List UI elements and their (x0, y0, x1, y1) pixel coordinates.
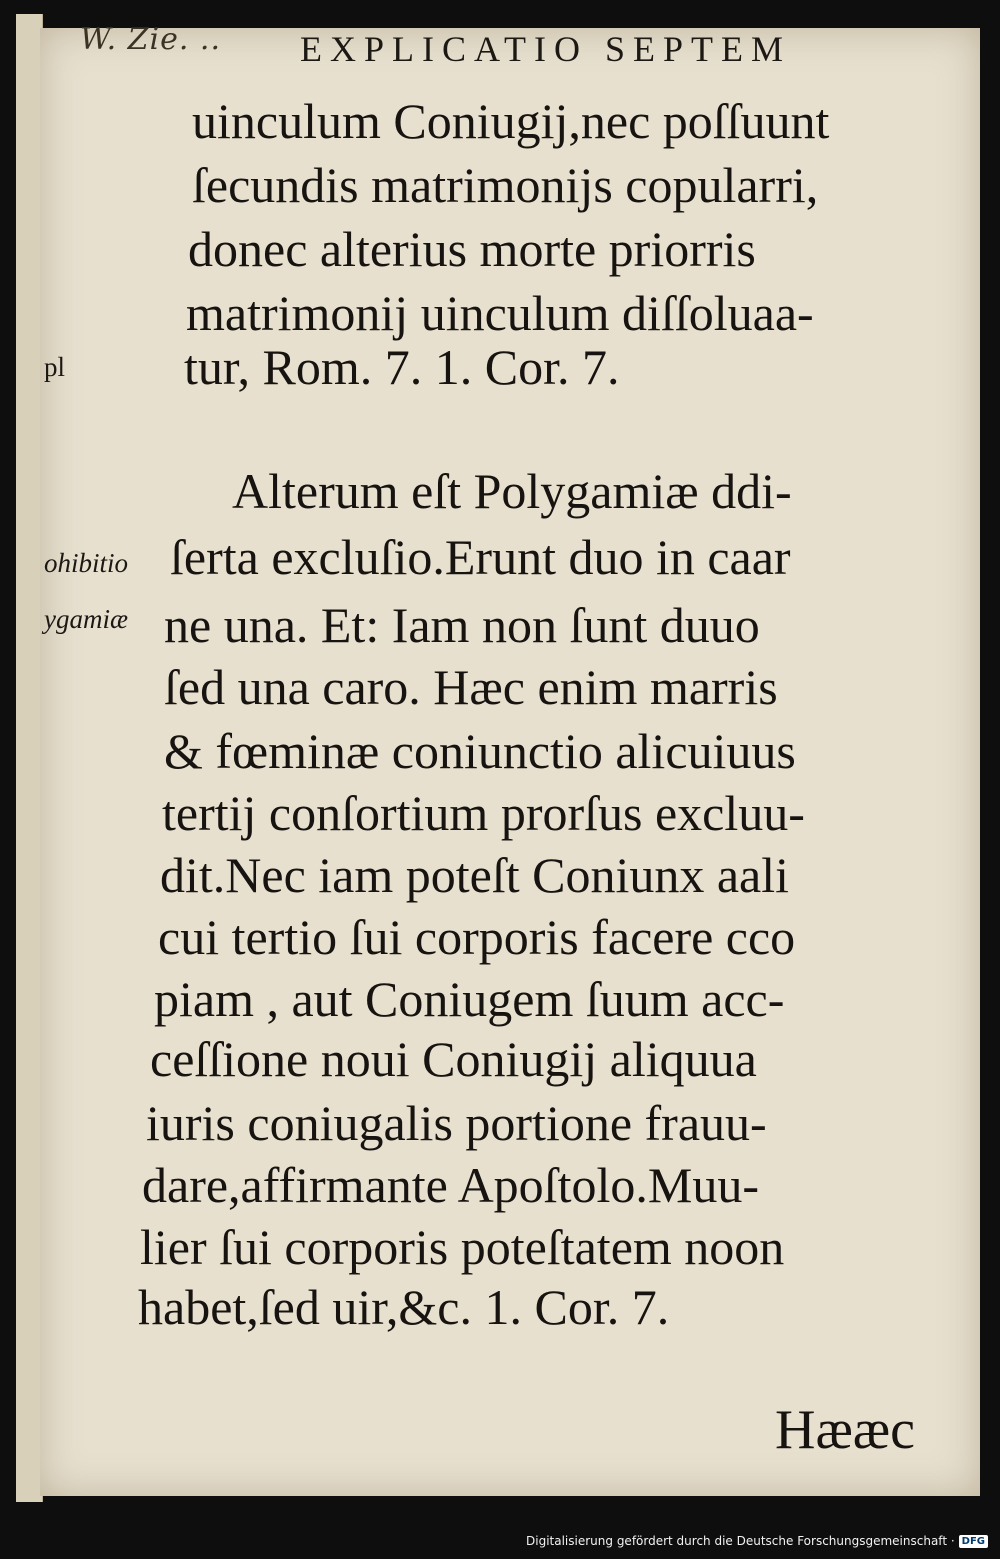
text-line: habet,ſed uir,&c. 1. Cor. 7. (138, 1279, 670, 1335)
text-line: uinculum Coniugij,nec poſſuunt (192, 93, 830, 149)
text-line: iuris coniugalis portione frauu- (146, 1095, 767, 1151)
text-line: matrimonij uinculum diſſoluaa- (186, 285, 814, 341)
text-line: donec alterius morte priorris (188, 221, 756, 277)
footer-credit: Digitalisierung gefördert durch die Deutsche Forschungsgemeinschaft · (526, 1534, 955, 1548)
text-line: ceſſione noui Coniugij aliquua (150, 1031, 757, 1087)
dfg-logo-icon: DFG (959, 1535, 988, 1548)
marginal-note: ohibitio (44, 548, 129, 578)
text-line: piam , aut Coniugem ſuum acc- (154, 971, 785, 1027)
text-line: lier ſui corporis poteſtatem noon (140, 1219, 785, 1275)
text-line: dare,affirmante Apoſtolo.Muu- (142, 1157, 759, 1213)
page-edge (16, 14, 43, 1502)
text-line: cui tertio ſui corporis facere cco (158, 909, 796, 965)
handwritten-note: W. Zie. .. (80, 22, 222, 57)
marginal-note: ygamiæ (44, 604, 128, 634)
text-line: Alterum eſt Polygamiæ ddi- (232, 463, 792, 519)
catchword: Hææc (775, 1399, 915, 1461)
running-head: EXPLICATIO SEPTEM (300, 29, 792, 69)
text-line: ſerta excluſio.Erunt duo in caar (170, 529, 791, 585)
text-line: dit.Nec iam poteſt Coniunx aali (160, 847, 790, 903)
margin-fragment: pl (44, 352, 66, 382)
text-line: & fœminæ coniunctio alicuiuus (164, 723, 796, 779)
text-line: tertij conſortium prorſus excluu- (162, 785, 805, 841)
text-line: ſecundis matrimonijs copularri, (192, 157, 819, 213)
text-line: tur, Rom. 7. 1. Cor. 7. (184, 339, 620, 395)
footer-bar (0, 1523, 1000, 1559)
text-line: ſed una caro. Hæc enim marris (164, 659, 778, 715)
text-line: ne una. Et: Iam non ſunt duuo (164, 597, 760, 653)
